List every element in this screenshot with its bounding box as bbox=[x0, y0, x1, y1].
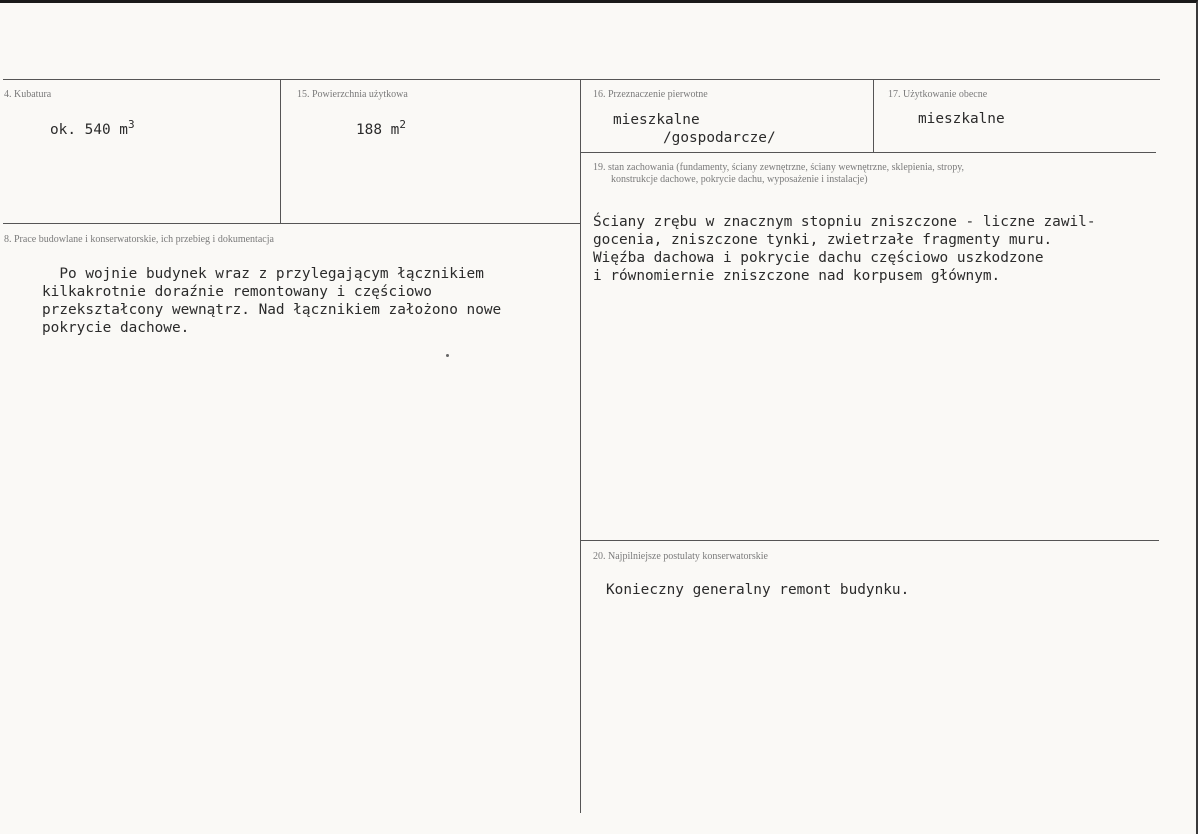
kubatura-label: 4. Kubatura bbox=[4, 89, 52, 100]
condition-text-line-2: gocenia, zniszczone tynki, zwietrzałe fragmenty muru. bbox=[593, 232, 1053, 248]
divider-16-17 bbox=[873, 80, 874, 152]
original-purpose-value-1: mieszkalne bbox=[613, 112, 700, 128]
works-label: 8. Prace budowlane i konserwatorskie, ich przebieg i dokumentacja bbox=[4, 234, 274, 245]
original-purpose-label: 16. Przeznaczenie pierwotne bbox=[593, 89, 708, 100]
condition-label-line-2: konstrukcje dachowe, pokrycie dachu, wyposażenie i instalacje) bbox=[611, 174, 868, 185]
rule-below-16-17 bbox=[581, 152, 1156, 153]
divider-14-15 bbox=[280, 80, 281, 223]
usable-area-label: 15. Powierzchnia użytkowa bbox=[297, 89, 408, 100]
works-text-line-1: Po wojnie budynek wraz z przylegającym łącznikiem bbox=[42, 266, 484, 282]
original-purpose-value-2: /gospodarcze/ bbox=[663, 130, 776, 146]
center-divider bbox=[580, 80, 581, 813]
rule-above-20 bbox=[581, 540, 1159, 541]
postulates-label: 20. Najpilniejsze postulaty konserwatorskie bbox=[593, 551, 768, 562]
condition-text-line-4: i równomiernie zniszczone nad korpusem głównym. bbox=[593, 268, 1001, 284]
works-text-line-3: przekształcony wewnątrz. Nad łącznikiem założono nowe bbox=[42, 302, 502, 318]
top-rule bbox=[3, 79, 1160, 80]
condition-label-line-1: 19. stan zachowania (fundamenty, ściany zewnętrzne, ściany wewnętrzne, sklepienia, stropy, bbox=[593, 162, 965, 173]
condition-text-line-1: Ściany zrębu w znacznym stopniu zniszczone - liczne zawil- bbox=[593, 214, 1096, 230]
works-text-line-2: kilkakrotnie doraźnie remontowany i częściowo bbox=[42, 284, 432, 300]
usable-area-value: 188 $m^2$ bbox=[356, 118, 406, 138]
kubatura-value: ok. 540 $m^3$ bbox=[50, 118, 135, 138]
rule-below-14-15 bbox=[3, 223, 581, 224]
current-use-label: 17. Użytkowanie obecne bbox=[888, 89, 988, 100]
paper-speck bbox=[446, 354, 449, 357]
postulates-value: Konieczny generalny remont budynku. bbox=[606, 582, 910, 598]
current-use-value: mieszkalne bbox=[918, 111, 1005, 127]
works-text-line-4: pokrycie dachowe. bbox=[42, 320, 190, 336]
condition-text-line-3: Więźba dachowa i pokrycie dachu częściowo uszkodzone bbox=[593, 250, 1044, 266]
